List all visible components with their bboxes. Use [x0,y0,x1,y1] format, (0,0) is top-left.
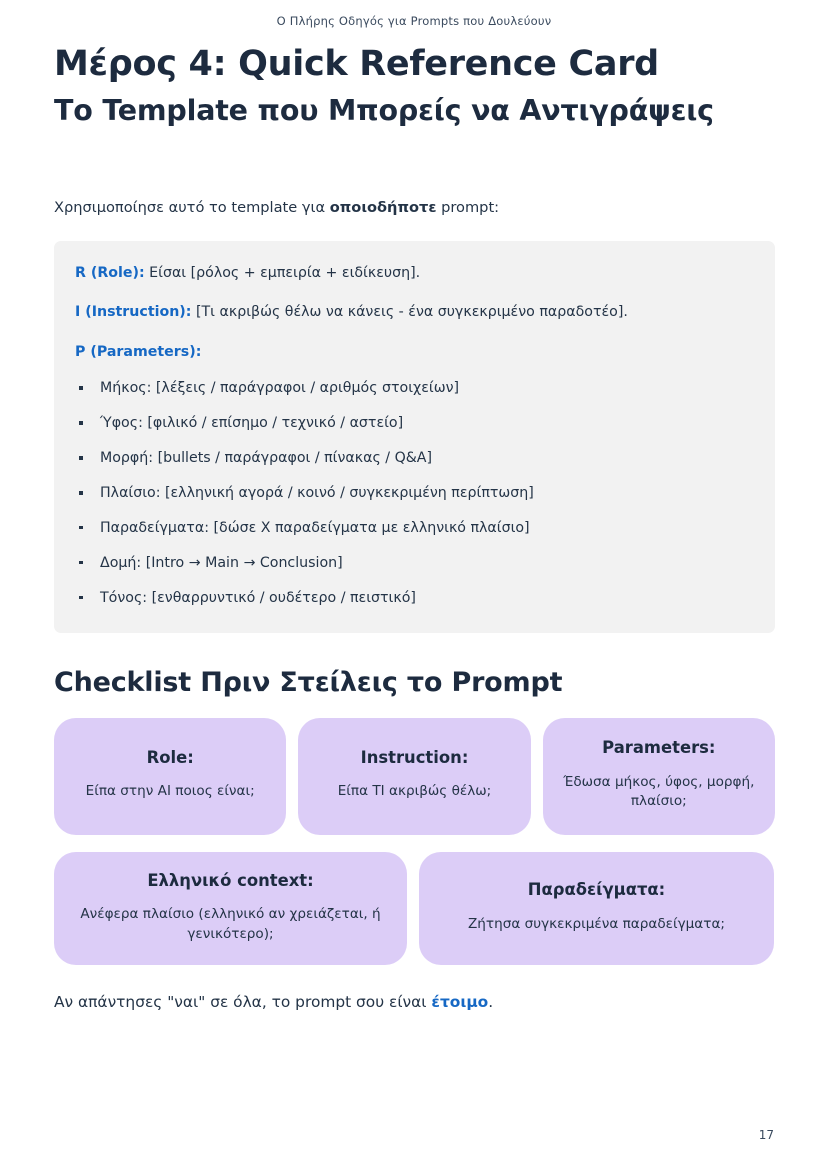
page-subtitle: Το Template που Μπορείς να Αντιγράψεις [54,93,714,127]
parameter-list [75,379,754,608]
parameter-text: Ύφος: [φιλικό / επίσημο / τεχνικό / αστείο] [100,415,404,432]
card-title: Parameters: [602,738,716,758]
list-item [75,379,754,399]
intro-emphasis: οποιοδήποτε [329,198,437,216]
template-key-instruction: I (Instruction): [75,304,192,321]
list-item [75,519,754,539]
template-key-parameters: P (Parameters): [75,343,202,360]
parameter-text: Πλαίσιο: [ελληνική αγορά / κοινό / συγκεκριμένη περίπτωση] [100,485,534,502]
parameter-text: Μήκος: [λέξεις / παράγραφοι / αριθμός στοιχείων] [100,380,460,397]
page-title: Μέρος 4: Quick Reference Card [54,44,659,84]
bullet-icon [79,596,83,600]
card-body: Ζήτησα συγκεκριμένα παραδείγματα; [467,915,725,932]
template-value-instruction: [Τι ακριβώς θέλω να κάνεις - ένα συγκεκριμένο παραδοτέο]. [191,304,628,321]
template-box [54,241,775,633]
checklist-card-examples [419,852,774,966]
card-title: Ελληνικό context: [147,870,314,890]
card-body: Είπα στην AI ποιος είναι; [85,783,255,800]
running-header: Ο Πλήρης Οδηγός για Prompts που Δουλεύουν [276,14,552,28]
intro-paragraph [54,197,775,219]
bullet-icon [79,386,83,390]
checklist-card-instruction [298,718,530,835]
closing-paragraph [54,991,775,1013]
list-item [75,449,754,469]
list-item [75,484,754,504]
closing-text-before: Αν απάντησες "ναι" σε όλα, το prompt σου είναι [54,993,432,1012]
content-column [54,44,775,1014]
card-title: Instruction: [360,747,469,767]
list-item [75,414,754,434]
bullet-icon [79,421,83,425]
template-key-role: R (Role): [75,264,145,281]
intro-text-after: prompt: [436,198,500,216]
bullet-icon [79,491,83,495]
bullet-icon [79,456,83,460]
closing-text-after: . [488,993,494,1012]
checklist-row-1 [54,718,775,835]
card-title: Role: [146,747,194,767]
checklist-row-2 [54,852,775,966]
intro-text-before: Χρησιμοποίησε αυτό το template για [54,198,330,216]
template-line-instruction [75,302,754,323]
parameter-text: Παραδείγματα: [δώσε Χ παραδείγματα με ελληνικό πλαίσιο] [100,519,530,536]
page-number: 17 [758,1128,774,1142]
checklist-card-greek-context [54,852,407,966]
card-title: Παραδείγματα: [527,880,666,900]
template-line-role [75,263,754,284]
card-body: Έδωσα μήκος, ύφος, μορφή, πλαίσιο; [563,773,755,810]
card-body: Είπα ΤΙ ακριβώς θέλω; [337,783,492,800]
parameter-text: Μορφή: [bullets / παράγραφοι / πίνακας / Q&A] [100,450,433,467]
closing-highlight: έτοιμο [431,993,489,1012]
bullet-icon [79,526,83,530]
list-item [75,554,754,574]
parameter-text: Δομή: [Intro → Main → Conclusion] [100,554,343,571]
checklist-card-role [54,718,286,835]
parameter-text: Τόνος: [ενθαρρυντικό / ουδέτερο / πειστικό] [100,589,416,606]
template-line-parameters [75,342,754,363]
template-value-role: Είσαι [ρόλος + εμπειρία + ειδίκευση]. [144,264,421,281]
list-item [75,589,754,609]
checklist-heading: Checklist Πριν Στείλεις το Prompt [54,666,563,698]
bullet-icon [79,561,83,565]
card-body: Ανέφερα πλαίσιο (ελληνικό αν χρειάζεται, ή γενικότερο); [80,906,381,942]
checklist-card-parameters [543,718,775,835]
